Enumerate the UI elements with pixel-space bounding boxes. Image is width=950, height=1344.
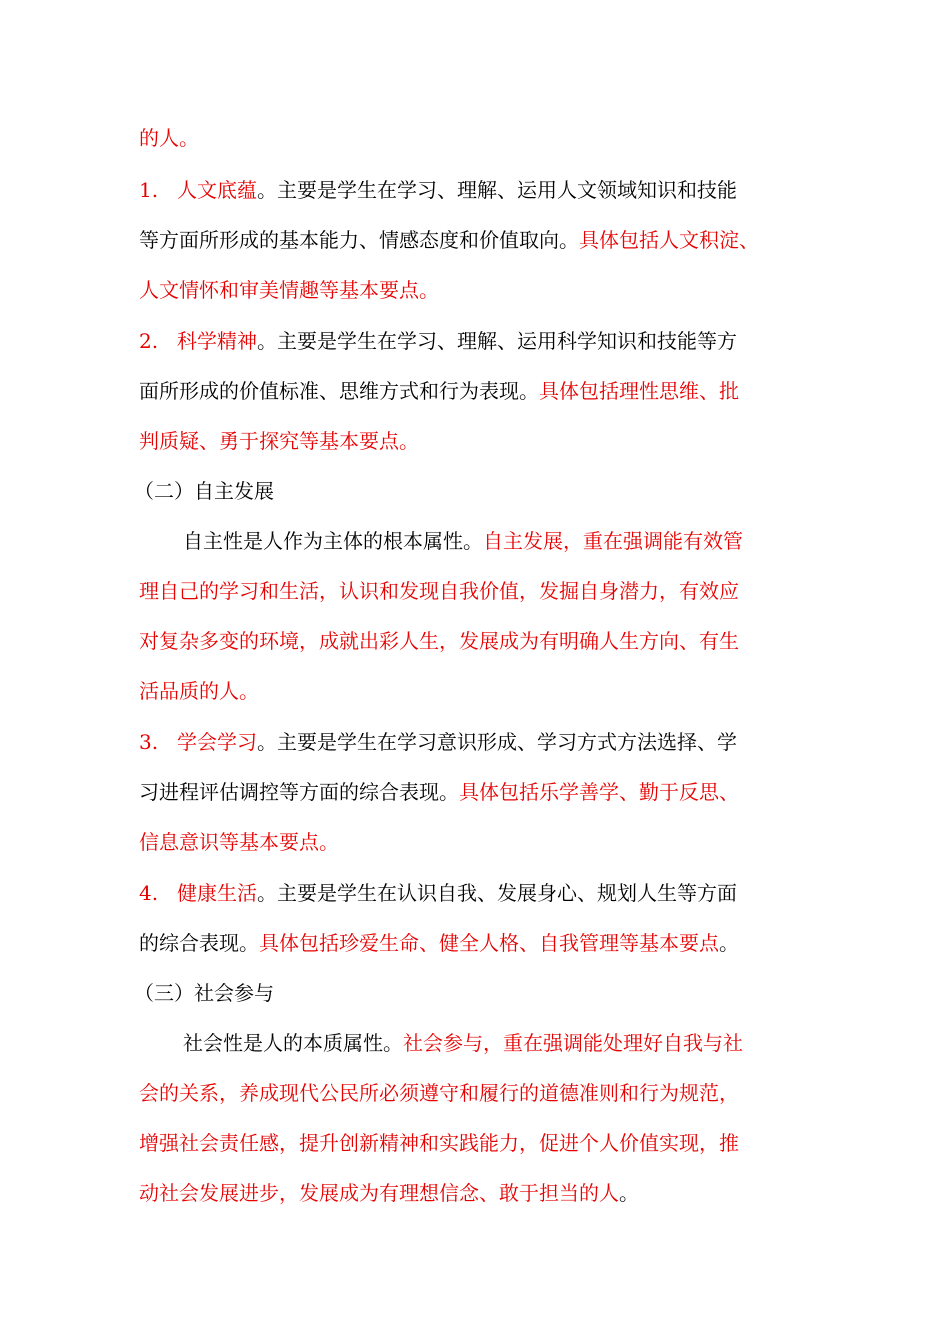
highlighted-text: 人文底蕴 (177, 178, 257, 202)
body-text: （三）社会参与 (134, 981, 274, 1005)
body-text: 自主性是人作为主体的根本属性。 (183, 529, 483, 553)
text-line (139, 276, 439, 304)
body-text: 习进程评估调控等方面的综合表现。 (139, 780, 459, 804)
text-line (139, 427, 419, 455)
highlighted-text: 人文情怀和审美情趣等基本要点。 (139, 278, 439, 302)
text-line (139, 929, 739, 957)
highlighted-text: 会的关系，养成现代公民所必须遵守和履行的道德准则和行为规范， (139, 1081, 739, 1105)
highlighted-text: 的人。 (139, 126, 199, 150)
body-text: 。主要是学生在学习意识形成、学习方式方法选择、学 (257, 730, 737, 754)
text-line (139, 377, 739, 405)
body-text: 。主要是学生在学习、理解、运用人文领域知识和技能 (257, 178, 737, 202)
highlighted-text: 活品质的人。 (139, 679, 259, 703)
body-text: 的综合表现。 (139, 931, 259, 955)
text-line (139, 327, 737, 355)
text-line (139, 1179, 639, 1207)
body-text: 。主要是学生在认识自我、发展身心、规划人生等方面 (257, 881, 737, 905)
text-line (139, 627, 739, 655)
body-text: 。 (719, 931, 739, 955)
text-line (139, 1079, 739, 1107)
highlighted-text: 具体包括乐学善学、勤于反思、 (459, 780, 739, 804)
text-line (139, 124, 199, 152)
highlighted-text: 具体包括人文积淀、 (579, 228, 759, 252)
list-number: 2. (139, 329, 159, 353)
text-line (139, 176, 737, 204)
highlighted-text: 对复杂多变的环境，成就出彩人生，发展成为有明确人生方向、有生 (139, 629, 739, 653)
body-text: 社会性是人的本质属性。 (183, 1031, 403, 1055)
text-line (139, 527, 743, 555)
highlighted-text: 社会参与，重在强调能处理好自我与社 (403, 1031, 743, 1055)
highlighted-text: 理自己的学习和生活，认识和发现自我价值，发掘自身潜力，有效应 (139, 579, 739, 603)
body-text: 等方面所形成的基本能力、情感态度和价值取向。 (139, 228, 579, 252)
highlighted-text: 自主发展，重在强调能有效管 (483, 529, 743, 553)
text-line (139, 828, 339, 856)
body-text: 。主要是学生在学习、理解、运用科学知识和技能等方 (257, 329, 737, 353)
list-number: 1. (139, 178, 159, 202)
highlighted-text: 具体包括理性思维、批 (539, 379, 739, 403)
body-text: 面所形成的价值标准、思维方式和行为表现。 (139, 379, 539, 403)
text-line (139, 226, 759, 254)
highlighted-text: 具体包括珍爱生命、健全人格、自我管理等基本要点 (259, 931, 719, 955)
text-line (139, 1129, 739, 1157)
highlighted-text: 科学精神 (177, 329, 257, 353)
text-line (139, 778, 739, 806)
body-text: （二）自主发展 (134, 479, 274, 503)
highlighted-text: 信息意识等基本要点。 (139, 830, 339, 854)
list-number: 4. (139, 881, 159, 905)
highlighted-text: 动社会发展进步，发展成为有理想信念、敢于担当的人 (139, 1181, 619, 1205)
body-text: 。 (619, 1181, 639, 1205)
section-heading (134, 477, 274, 505)
highlighted-text: 学会学习 (177, 730, 257, 754)
list-number: 3. (139, 730, 159, 754)
text-line (139, 879, 737, 907)
highlighted-text: 判质疑、勇于探究等基本要点。 (139, 429, 419, 453)
text-line (139, 677, 259, 705)
text-line (139, 1029, 743, 1057)
text-line (139, 728, 737, 756)
text-line (139, 577, 739, 605)
section-heading (134, 979, 274, 1007)
highlighted-text: 健康生活 (177, 881, 257, 905)
highlighted-text: 增强社会责任感，提升创新精神和实践能力，促进个人价值实现，推 (139, 1131, 739, 1155)
